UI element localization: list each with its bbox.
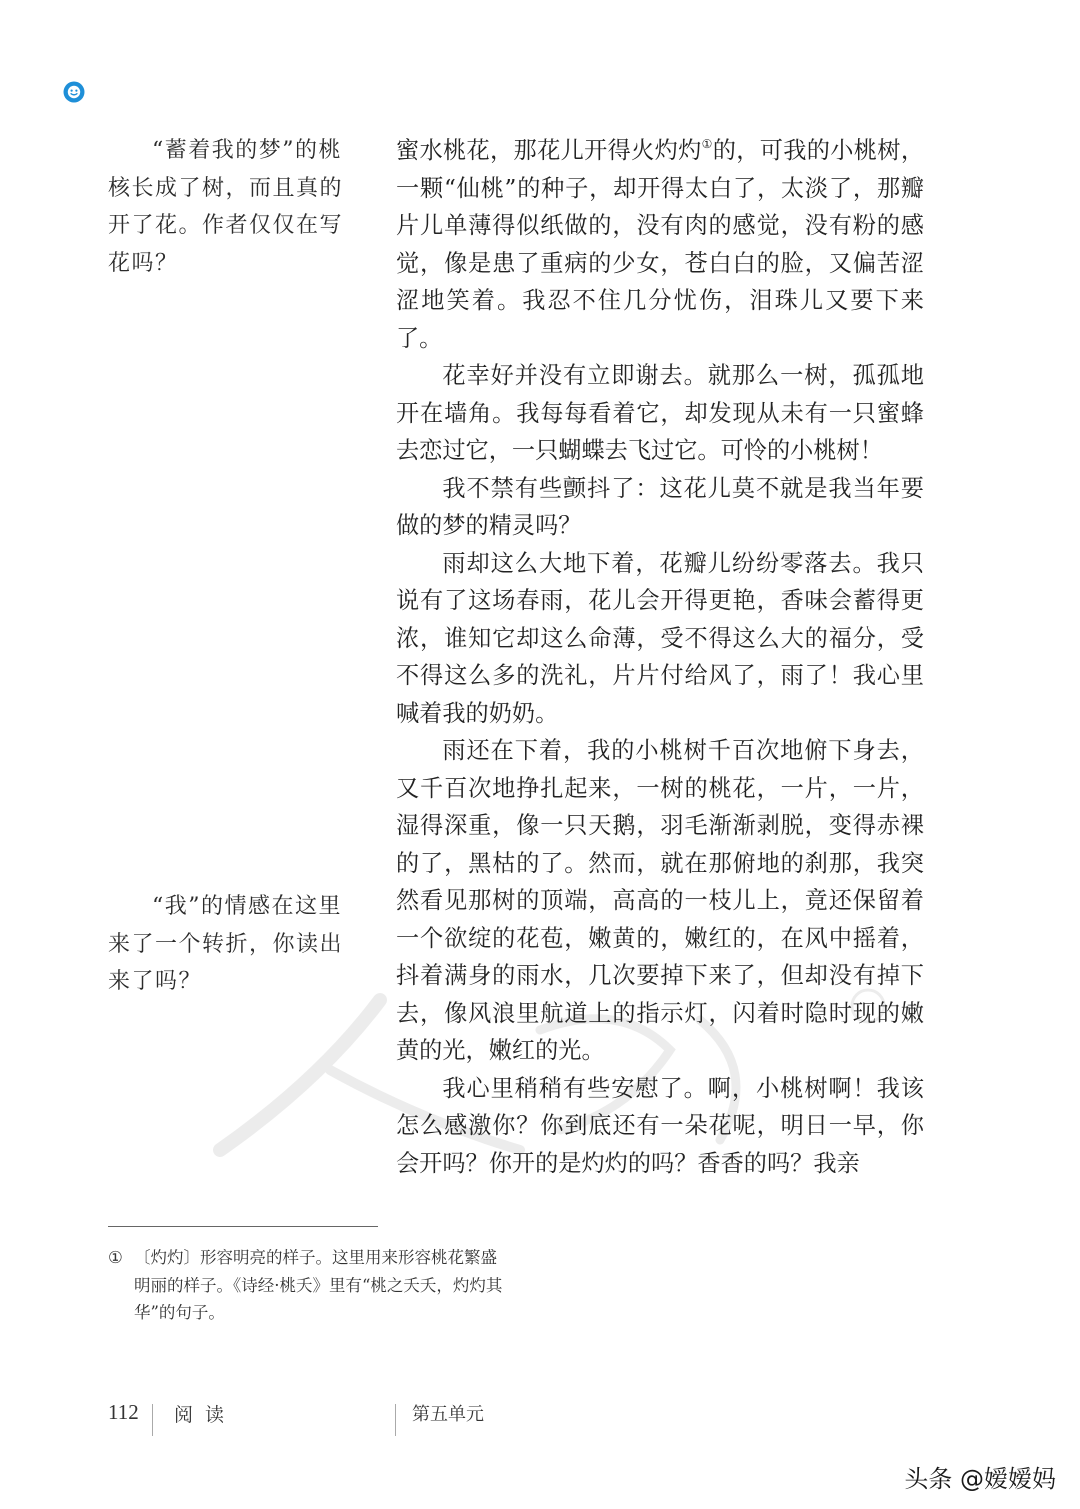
- margin-note-2: [108, 888, 348, 1001]
- footnote-mark: ①: [108, 1248, 123, 1267]
- footnote-divider: [108, 1226, 378, 1227]
- margin-note-1: [108, 132, 348, 282]
- footer-divider: [395, 1404, 396, 1436]
- margin-note-text: “蓄着我的梦”的桃核长成了树，而且真的开了花。作者仅仅在写花吗？: [108, 138, 344, 276]
- paragraph: 花幸好并没有立即谢去。就那么一树，孤孤地开在墙角。我每每看着它，却发现从未有一只蜜蜂去恋过它，一只蝴蝶去飞过它。可怜的小桃树！: [396, 362, 924, 464]
- source-attribution: 头条 @嫒嫒妈: [904, 1465, 1056, 1493]
- paragraph-continued: [396, 132, 924, 357]
- paragraph: 我不禁有些颤抖了：这花儿莫不就是我当年要做的梦的精灵吗？: [396, 474, 924, 539]
- footnote-reference[interactable]: ①: [701, 137, 713, 151]
- main-text: [396, 132, 924, 1182]
- footer-divider: [152, 1404, 153, 1436]
- footnote: [108, 1244, 503, 1327]
- margin-note-text: “我”的情感在这里来了一个转折，你读出来了吗？: [108, 894, 344, 995]
- page-number: 112: [108, 1400, 139, 1424]
- paragraph: 我心里稍稍有些安慰了。啊，小桃树啊！我该怎么感激你？你到底还有一朵花呢，明日一早，你会开吗？你开的是灼灼的吗？香香的吗？我亲: [396, 1074, 924, 1177]
- paragraph: 雨还在下着，我的小桃树千百次地俯下身去，又千百次地挣扎起来，一树的桃花，一片，一片，湿得深重，像一只天鹅，羽毛渐渐剥脱，变得赤裸的了，黑枯的了。然而，就在那俯地的刹那，我突然看见那树的顶端，高高的一枝儿上，竟还保留着一个欲绽的花苞，嫩黄的，嫩红的，在风中摇着，抖着满身的雨水，几次要掉下来了，但却没有掉下去，像风浪里航道上的指示灯，闪着时隐时现的嫩黄的光，嫩红的光。: [396, 737, 924, 1064]
- paragraph: 雨却这么大地下着，花瓣儿纷纷零落去。我只说有了这场春雨，花儿会开得更艳，香味会蓄得更浓，谁知它却这么命薄，受不得这么大的福分，受不得这么多的洗礼，片片付给风了，雨了！我心里喊着我的奶奶。: [396, 549, 924, 727]
- paragraph-text: 蜜水桃花，那花儿开得火灼灼: [396, 137, 702, 164]
- unit-label: 第五单元: [412, 1404, 484, 1425]
- footnote-text: 〔灼灼〕形容明亮的样子。这里用来形容桃花繁盛明丽的样子。《诗经·桃夭》里有“桃之夭夭，灼灼其华”的句子。: [134, 1248, 503, 1322]
- smile-icon: [62, 80, 86, 104]
- paragraph-text: 的，可我的小桃树，一颗“仙桃”的种子，却开得太白了，太淡了，那瓣片儿单薄得似纸做的，没有肉的感觉，没有粉的感觉，像是患了重病的少女，苍白白的脸，又偏苦涩涩地笑着。我忍不住几分忧伤，泪珠儿又要下来了。: [396, 137, 925, 352]
- section-label: 阅读: [174, 1404, 237, 1426]
